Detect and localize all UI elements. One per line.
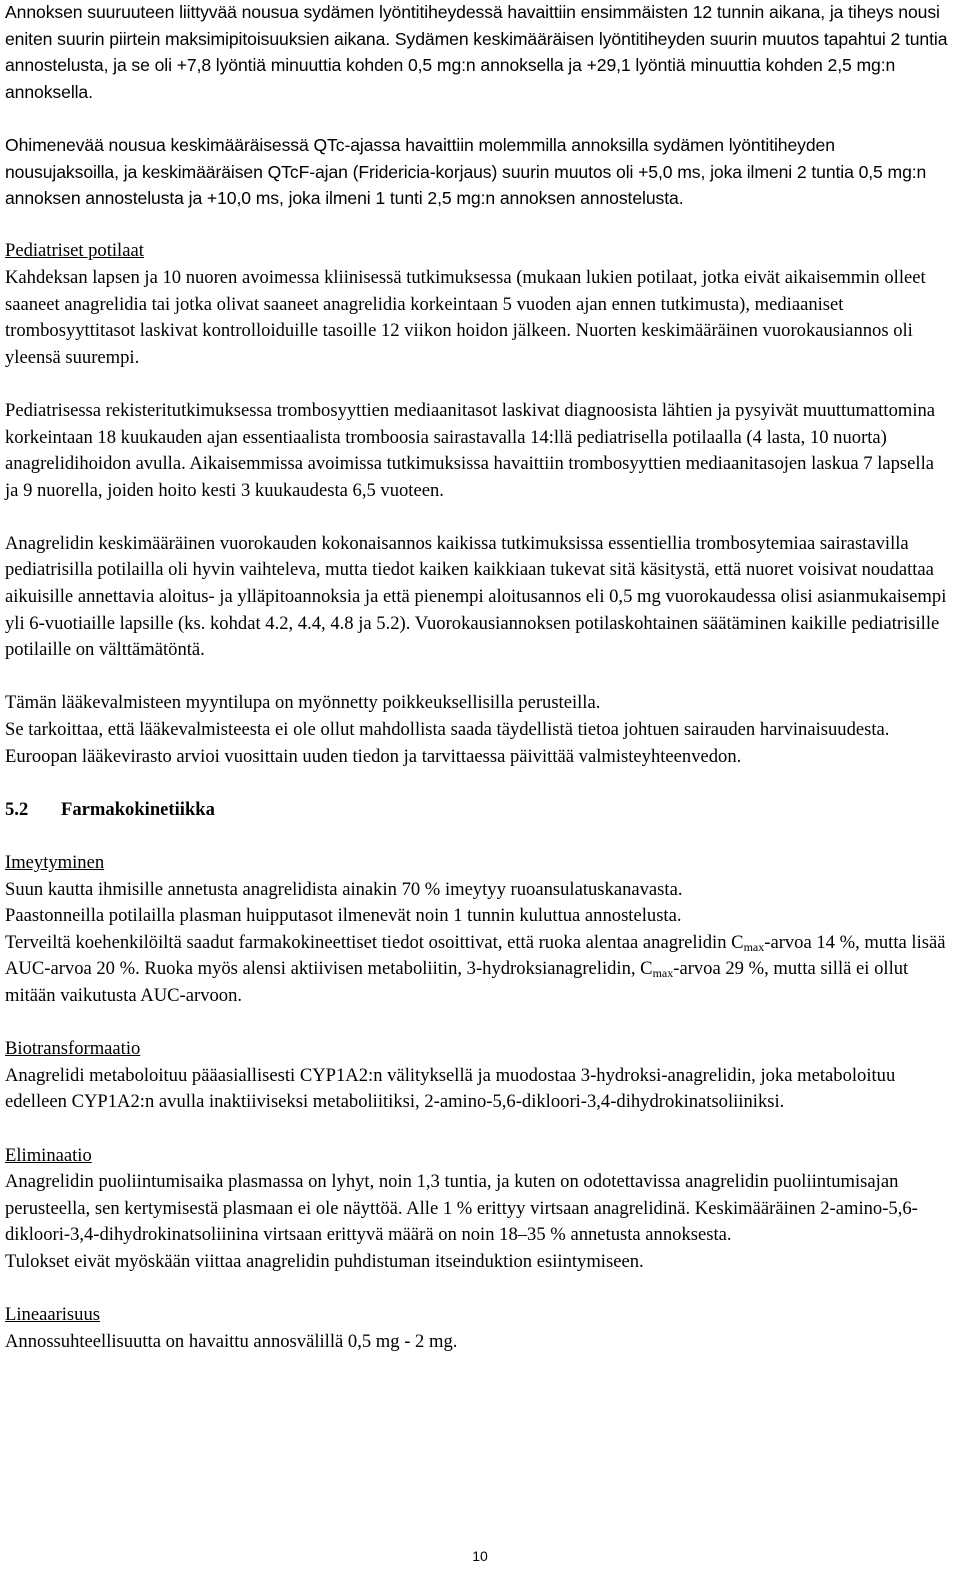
- authorisation-line-1: Tämän lääkevalmisteen myyntilupa on myönnetty poikkeuksellisilla perusteilla.: [5, 692, 601, 714]
- section-heading: [5, 797, 950, 824]
- section-title: Farmakokinetiikka: [61, 798, 215, 820]
- authorisation-line-3: Euroopan lääkevirasto arvioi vuosittain uuden tiedon ja tarvittaessa päivittää valmisteyhteenvedon.: [5, 745, 742, 767]
- absorption-line-1: Suun kautta ihmisille annetusta anagrelidista ainakin 70 % imeytyy ruoansulatuskanavasta.: [5, 878, 683, 900]
- cmax-subscript: max: [743, 939, 765, 954]
- absorption-line-3: [5, 930, 950, 1010]
- pediatric-paragraph-1: Kahdeksan lapsen ja 10 nuoren avoimessa kliinisessä tutkimuksessa (mukaan lukien potilaat, jotka eivät aikaisemmin olleet saaneet anagrelidia tai jotka olivat saaneet anagrelidia korkeintaan 5 vuoden ajan ennen tutkimusta), mediaaniset trombosyyttitasot laskivat kontrolloiduille tasoille 12 viikon hoidon jälkeen. Nuorten keskimääräinen vuorokausiannos oli yleensä suurempi.: [5, 266, 926, 368]
- linearity-heading: Lineaarisuus: [5, 1304, 101, 1326]
- elimination-heading: Eliminaatio: [5, 1144, 92, 1166]
- pediatric-paragraph-2: Pediatrisessa rekisteritutkimuksessa trombosyyttien mediaanitasot laskivat diagnoosista lähtien ja pysyivät muuttumattomina korkeintaan 18 kuukauden ajan essentiaalista tromboosia sairastavalla 14:llä pediatrisella potilaalla (4 lasta, 10 nuorta) anagrelidihoidon avulla. Aikaisemmissa avoimissa tutkimuksissa havaittiin trombosyyttien mediaanitasojen laskua 7 lapsella ja 9 nuorella, joiden hoito kesti 3 kuukaudesta 6,5 vuoteen.: [5, 399, 936, 501]
- cmax-subscript-2: max: [652, 966, 674, 981]
- elimination-text: Anagrelidin puoliintumisaika plasmassa on lyhyt, noin 1,3 tuntia, ja kuten on odotettavissa anagrelidin puoliintumisajan perusteella, sen kertymisestä plasmaan ei ole näyttöä. Alle 1 % erittyy virtsaan anagrelidinä. Keskimääräinen 2-amino-5,6-dikloori-3,4-dihydrokinatsoliinina virtsaan erittyvä määrä on noin 18–35 % annetusta annoksesta.: [5, 1171, 918, 1246]
- elimination-text-2: Tulokset eivät myöskään viittaa anagrelidin puhdistuman itseinduktion esiintymiseen.: [5, 1250, 644, 1272]
- pediatric-paragraph-3: Anagrelidin keskimääräinen vuorokauden kokonaisannos kaikissa tutkimuksissa essentiellia trombosytemiaa sairastavilla pediatrisilla potilailla oli hyvin vaihteleva, mutta tiedot kaiken kaikkiaan tukevat sitä käsitystä, että nuoret voisivat noudattaa aikuisille annettavia aloitus- ja ylläpitoannoksia ja että pienempi aloitusannos eli 0,5 mg vuorokaudessa olisi asianmukaisempi yli 6-vuotiaille lapsille (ks. kohdat 4.2, 4.4, 4.8 ja 5.2). Vuorokausiannoksen potilaskohtainen säätäminen kaikille pediatrisille potilaille on välttämätöntä.: [5, 532, 947, 661]
- section-number: 5.2: [5, 798, 29, 820]
- authorisation-line-2: Se tarkoittaa, että lääkevalmisteesta ei ole ollut mahdollista saada täydellistä tietoa johtuen sairauden harvinaisuudesta.: [5, 719, 890, 741]
- absorption-text-c: -arvoa 29 %, mutta sillä ei ollut mitään vaikutusta AUC-arvoon.: [5, 958, 909, 1006]
- paragraph-heart-rate: Annoksen suuruuteen liittyvää nousua sydämen lyöntitiheydessä havaittiin ensimmäisten 12 tunnin aikana, ja tiheys nousi eniten suurin piirtein maksimipitoisuuksien aikana. Sydämen keskimääräisen lyöntitiheyden suurin muutos tapahtui 2 tuntia annostelusta, ja se oli +7,8 lyöntiä minuuttia kohden 0,5 mg:n annoksella ja +29,1 lyöntiä minuuttia kohden 2,5 mg:n annoksella.: [5, 2, 948, 102]
- document-page: [5, 0, 950, 1355]
- biotransformation-heading: Biotransformaatio: [5, 1038, 141, 1060]
- linearity-text: Annossuhteellisuutta on havaittu annosvälillä 0,5 mg - 2 mg.: [5, 1330, 458, 1352]
- absorption-text-b: -arvoa 14 %, mutta lisää AUC-arvoa 20 %. Ruoka myös alensi aktiivisen metaboliitin, 3-hydroksianagrelidin, C: [5, 931, 946, 980]
- absorption-line-2: Paastonneilla potilailla plasman huipputasot ilmenevät noin 1 tunnin kuluttua annostelusta.: [5, 905, 682, 927]
- biotransformation-text: Anagrelidi metaboloituu pääasiallisesti CYP1A2:n välityksellä ja muodostaa 3-hydroksi-anagrelidin, joka metaboloituu edelleen CYP1A2:n avulla inaktiiviseksi metaboliitiksi, 2-amino-5,6-dikloori-3,4-dihydrokinatsoliiniksi.: [5, 1064, 896, 1113]
- pediatric-heading: Pediatriset potilaat: [5, 240, 144, 262]
- absorption-text-a: Terveiltä koehenkilöiltä saadut farmakokineettiset tiedot osoittivat, että ruoka alentaa anagrelidin C: [5, 931, 744, 953]
- paragraph-qtc: Ohimenevää nousua keskimääräisessä QTc-ajassa havaittiin molemmilla annoksilla sydämen lyöntitiheyden nousujaksoilla, ja keskimääräisen QTcF-ajan (Fridericia-korjaus) suurin muutos oli +5,0 ms, joka ilmeni 2 tuntia 0,5 mg:n annoksen annostelusta ja +10,0 ms, joka ilmeni 1 tunti 2,5 mg:n annoksen annostelusta.: [5, 134, 927, 209]
- absorption-heading: Imeytyminen: [5, 852, 105, 873]
- page-number: 10: [472, 1548, 488, 1564]
